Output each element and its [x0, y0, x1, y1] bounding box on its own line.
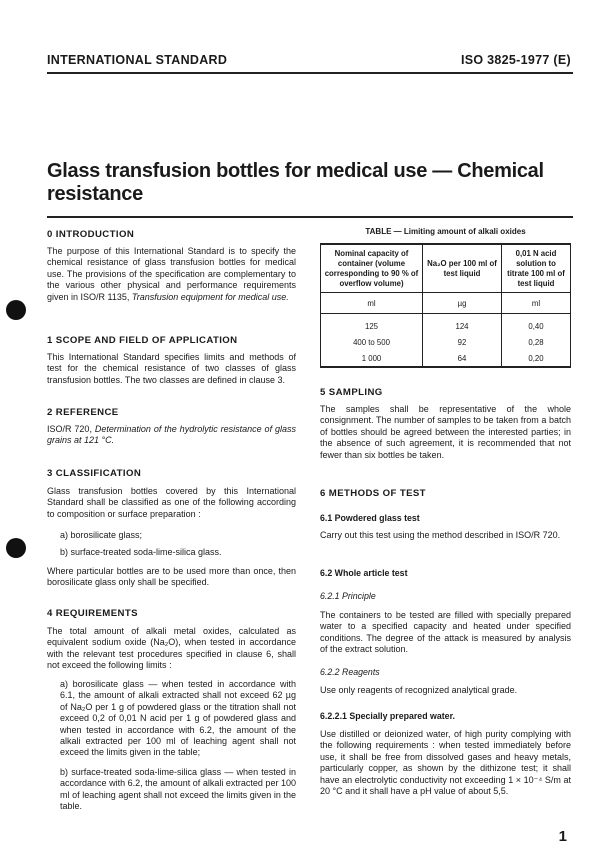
table-unit-cell: ml [502, 293, 571, 314]
section-0-body: The purpose of this International Standard is to specify the chemical resistance of glass transfusion bottles for medical use. The provisions of the specification are complementary to the various other physical and performance requirements given in ISO/R 1135, [47, 246, 296, 302]
section-6-2-2-heading-text: 6.2.2 Reagents [320, 667, 380, 677]
section-3-item-b: b) surface-treated soda-lime-silica glass. [60, 547, 222, 557]
section-3-item-a: a) borosilicate glass; [60, 530, 143, 540]
section-3-text-2: Where particular bottles are to be used more than once, then borosilicate glass only shall be specified. [47, 566, 296, 588]
table-cell: 1 000 [321, 350, 423, 367]
section-4-text: The total amount of alkali metal oxides, calculated as equivalent sodium oxide (Na₂O), when tested in accordance with the relevant test procedures specified in clause 6, shall not exceed the following limits : [47, 626, 296, 671]
document-title: Glass transfusion bottles for medical use — Chemical resistance [47, 160, 544, 205]
table-caption-text: TABLE — Limiting amount of alkali oxides [365, 227, 526, 236]
section-5-heading: 5 SAMPLING [320, 387, 383, 398]
section-6-1-text: Carry out this test using the method described in ISO/R 720. [320, 530, 561, 540]
table-caption [320, 227, 571, 236]
title-rule [47, 216, 573, 218]
section-6-2-2-text: Use only reagents of recognized analytical grade. [320, 685, 518, 695]
header-standard-label: INTERNATIONAL STANDARD [47, 53, 228, 67]
section-1-heading: 1 SCOPE AND FIELD OF APPLICATION [47, 335, 238, 346]
punch-hole [6, 300, 26, 320]
section-6-2-heading: 6.2 Whole article test [320, 568, 408, 578]
table-cell: 400 to 500 [321, 334, 423, 350]
section-6-2-1-text: The containers to be tested are filled with specially prepared water to a specified capacity and heated under specified conditions. The degree of the attack is measured by analysis of the extract solution. [320, 610, 571, 655]
section-5-text: The samples shall be representative of the whole consignment. The number of samples to be taken from a batch of bottles should be agreed between the interested parties; in the absence of such agreement, it is recommended that not fewer than six bottles be taken. [320, 404, 571, 460]
table-cell: 92 [423, 334, 502, 350]
table-header-cell: Na₂O per 100 ml of test liquid [423, 244, 502, 293]
section-2-heading: 2 REFERENCE [47, 407, 119, 418]
punch-hole [6, 538, 26, 558]
section-1-text: This International Standard specifies limits and methods of test for the chemical resistance of two classes of glass transfusion bottles. The two classes are defined in clause 3. [47, 352, 296, 385]
header-rule [47, 72, 573, 74]
table-cell: 0,20 [502, 350, 571, 367]
section-6-2-2-1-heading: 6.2.2.1 Specially prepared water. [320, 711, 455, 721]
table-unit-cell: ml [321, 293, 423, 314]
limits-table [320, 243, 571, 368]
section-6-2-1-heading [320, 591, 571, 601]
table-cell: 0,40 [502, 314, 571, 335]
table-cell: 125 [321, 314, 423, 335]
table-header-cell: 0,01 N acid solution to titrate 100 ml of test liquid [502, 244, 571, 293]
section-3-heading: 3 CLASSIFICATION [47, 468, 142, 479]
header-document-number: ISO 3825-1977 (E) [460, 53, 571, 67]
section-6-1-heading: 6.1 Powdered glass test [320, 513, 420, 523]
section-3-text: Glass transfusion bottles covered by this International Standard shall be classified as one of the following according to composition or surface preparation : [47, 486, 296, 519]
table-unit-cell: µg [423, 293, 502, 314]
section-6-2-2-1-text: Use distilled or deionized water, of high purity complying with the following requirements : when tested immediately before use, it shall be free from dissolved gases and heavy metals, particularly copper, as shown by the dithizone test; it shall have an electrolytic conductivity not exceeding 1 × 10⁻⁴ S/m at 20 °C and it shall have a pH value of about 5,5. [320, 729, 571, 797]
table-row [321, 350, 571, 367]
section-6-2-1-heading-text: 6.2.1 Principle [320, 591, 376, 601]
section-0-heading: 0 INTRODUCTION [47, 229, 135, 240]
table-cell: 64 [423, 350, 502, 367]
section-2-body: ISO/R 720, [47, 424, 95, 434]
section-4-item-a: a) borosilicate glass — when tested in accordance with 6.1, the amount of alkali extracted shall not exceed 62 µg of Na₂O per 1 g of powdered glass or the titration shall not exceed 0,2 of 0,01 N acid per 1 g of powdered glass and when tested in accordance with 6.2, the amount of the alkali extracted per 100 ml of leaching agent shall not exceed the limits given in the table; [60, 679, 296, 758]
section-2-text [47, 424, 296, 447]
page-number: 1 [558, 828, 567, 845]
section-0-reference-title: Transfusion equipment for medical use. [131, 291, 289, 302]
section-6-heading: 6 METHODS OF TEST [320, 488, 426, 499]
section-6-2-2-heading [320, 667, 571, 677]
section-4-item-b: b) surface-treated soda-lime-silica glass — when tested in accordance with 6.2, the amount of alkali extracted per 100 ml of leaching agent shall not exceed the limits given in the table. [60, 767, 296, 812]
table-cell: 0,28 [502, 334, 571, 350]
section-4-heading: 4 REQUIREMENTS [47, 608, 138, 619]
table-cell: 124 [423, 314, 502, 335]
section-0-text [47, 246, 296, 303]
table-row [321, 334, 571, 350]
table-header-cell: Nominal capacity of container (volume corresponding to 90 % of overflow volume) [321, 244, 423, 293]
table-units-row [321, 293, 571, 314]
table-header-row [321, 244, 571, 293]
table-row [321, 314, 571, 335]
section-2-reference-title: Determination of the hydrolytic resistance of glass grains at 121 °C. [47, 424, 296, 446]
